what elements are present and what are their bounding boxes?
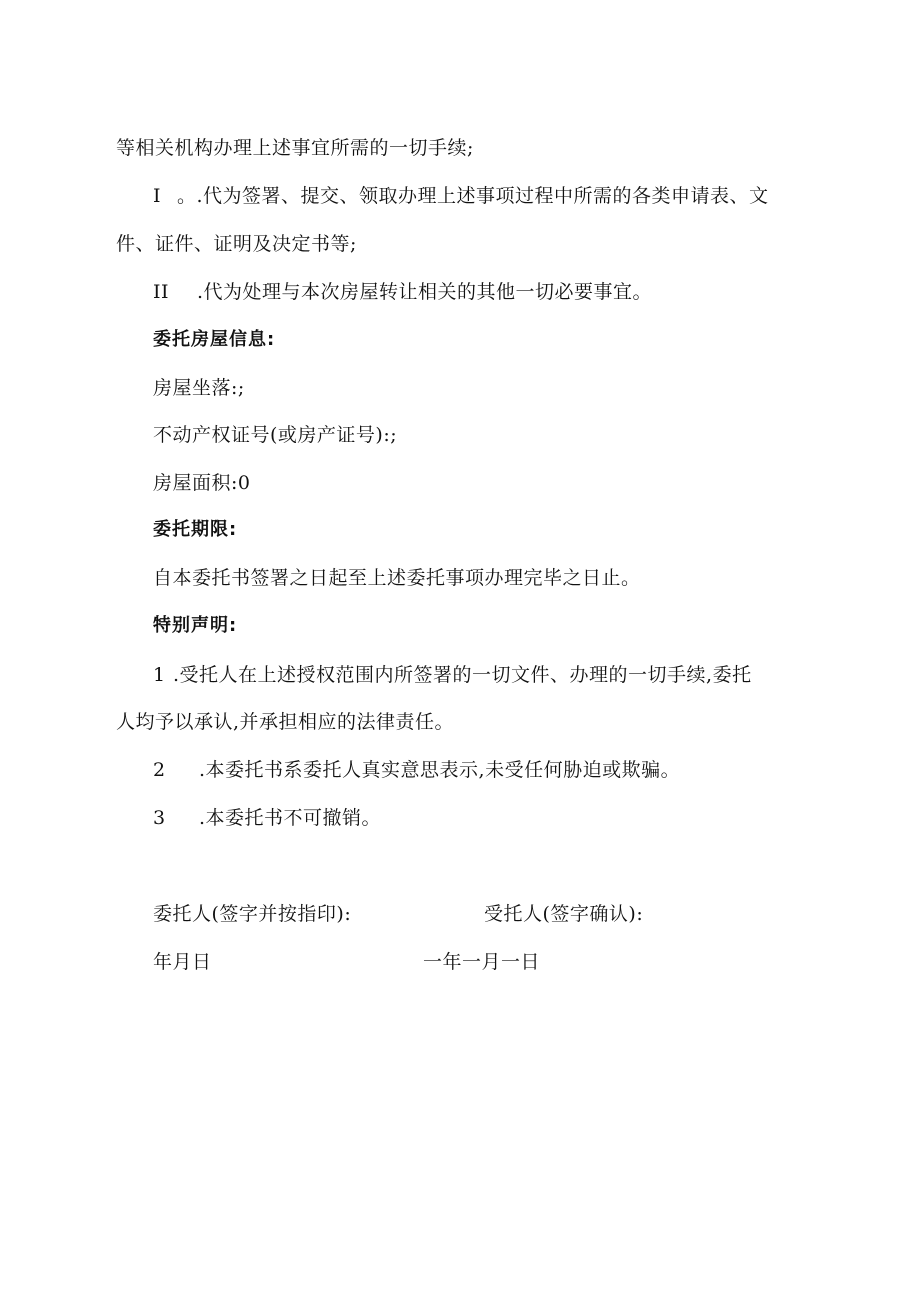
declaration-item-1-continuation: 人均予以承认,并承担相应的法律责任。: [116, 711, 455, 733]
agent-signature-label: 受托人(签字确认):: [484, 903, 644, 925]
declaration-item-2: [153, 758, 680, 782]
list-item-text: .代为处理与本次房屋转让相关的其他一切必要事宜。: [197, 281, 653, 303]
list-item-number: II: [153, 281, 170, 303]
list-item-text: .受托人在上述授权范围内所签署的一切文件、办理的一切手续,委托: [173, 664, 752, 686]
principal-date: 年月日: [153, 951, 212, 973]
house-certificate: 不动产权证号(或房产证号):;: [153, 424, 398, 446]
house-location: 房屋坐落:;: [153, 377, 245, 399]
agent-date: 一年一月一日: [423, 951, 541, 973]
principal-signature-label: 委托人(签字并按指印):: [153, 903, 352, 925]
list-item-i-continuation: 件、证件、证明及决定书等;: [116, 233, 357, 255]
list-item-text: 。.代为签署、提交、领取办理上述事项过程中所需的各类申请表、文: [177, 185, 769, 207]
term-text: 自本委托书签署之日起至上述委托事项办理完毕之日止。: [153, 567, 641, 589]
house-area: 房屋面积:0: [153, 472, 251, 494]
term-heading: 委托期限:: [153, 519, 238, 540]
paragraph-tail: 等相关机构办理上述事宜所需的一切手续;: [116, 137, 474, 159]
house-info-heading: 委托房屋信息:: [153, 329, 276, 350]
list-item-number: 1: [153, 664, 166, 686]
list-item-i: [153, 184, 769, 208]
declaration-item-3: [153, 806, 381, 830]
list-item-text: .本委托书系委托人真实意思表示,未受任何胁迫或欺骗。: [199, 759, 681, 781]
declaration-item-1: [153, 663, 752, 687]
list-item-text: .本委托书不可撤销。: [199, 807, 382, 829]
list-item-number: 2: [153, 759, 166, 781]
list-item-number: I: [153, 185, 162, 207]
list-item-number: 3: [153, 807, 166, 829]
declaration-heading: 特别声明:: [153, 615, 238, 636]
list-item-ii: [153, 280, 652, 304]
